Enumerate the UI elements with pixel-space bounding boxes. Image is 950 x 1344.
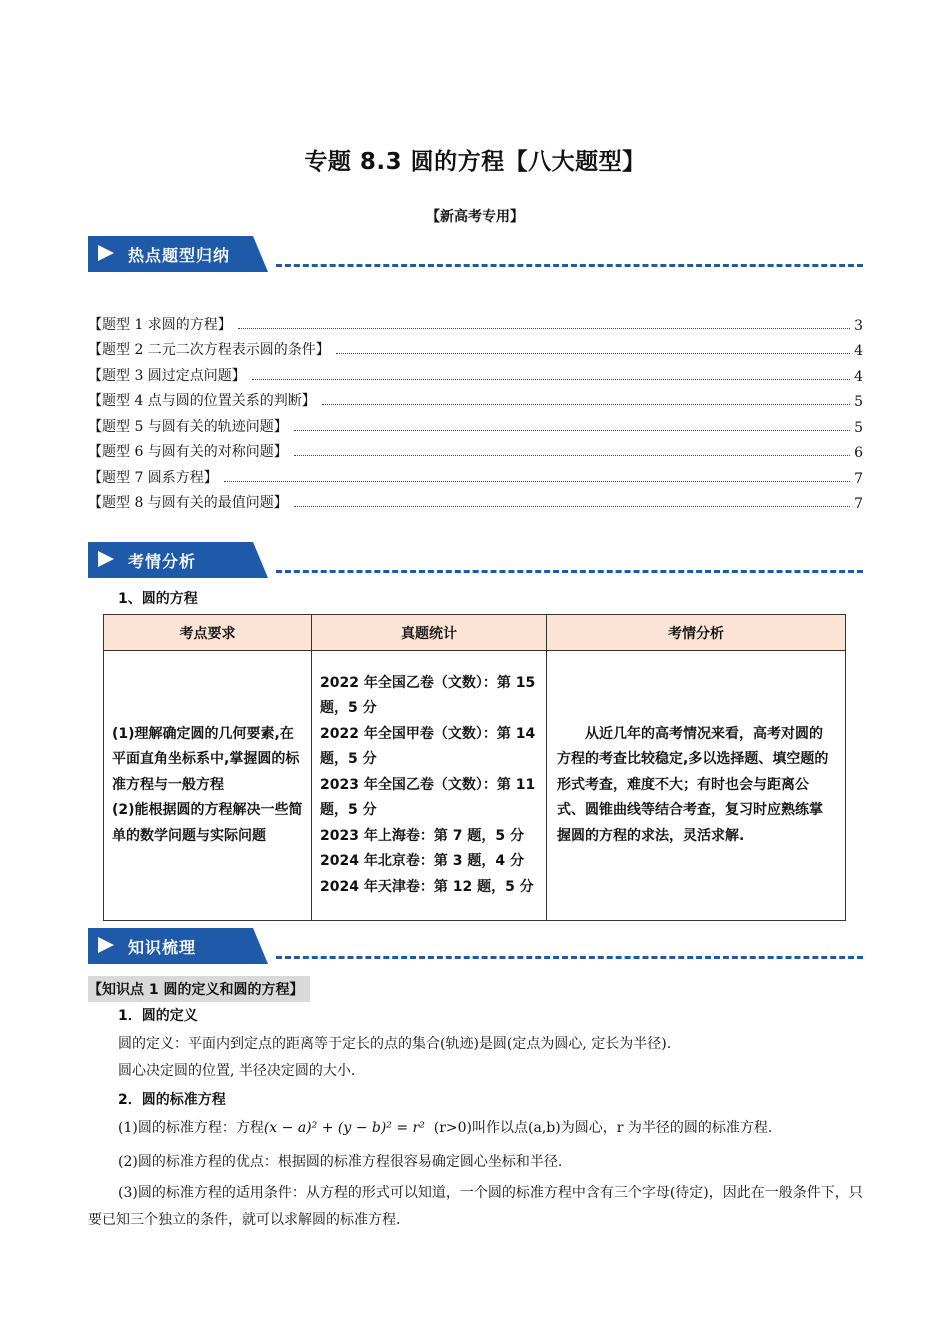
toc-item[interactable] [88, 308, 863, 334]
formula-suffix: 叫作以点(a,b)为圆心，r 为半径的圆的标准方程. [472, 1120, 773, 1136]
section-banner-knowledge [88, 928, 863, 966]
toc-leader [238, 328, 850, 329]
table-header-cell: 考点要求 [104, 615, 312, 651]
toc-item-label: 【题型 7 圆系方程】 [88, 469, 218, 486]
toc-item[interactable] [88, 385, 863, 411]
requirements-cell: (1)理解确定圆的几何要素,在平面直角坐标系中,掌握圆的标准方程与一般方程 (2)能根据圆的方程解决一些简单的数学问题与实际问题 [104, 651, 312, 921]
formula-condition: (r>0) [433, 1120, 473, 1136]
banner-dash-line [276, 570, 863, 573]
toc-item-label: 【题型 8 与圆有关的最值问题】 [88, 495, 288, 511]
toc-item[interactable] [88, 461, 863, 487]
banner-dash-line [276, 264, 863, 267]
stat-line: 2024 年天津卷：第 12 题，5 分 [320, 878, 534, 895]
heading-circle-definition: 1．圆的定义 [118, 1008, 198, 1024]
analysis-section-label: 1、圆的方程 [118, 591, 198, 607]
table-row [104, 651, 846, 921]
toc-item-label: 【题型 4 点与圆的位置关系的判断】 [88, 393, 316, 409]
stat-line: 2022 年全国甲卷（文数）：第 14 题，5 分 [320, 725, 536, 768]
toc-item-page: 5 [854, 419, 863, 436]
toc-item-page: 7 [854, 496, 863, 512]
paragraph: 圆心决定圆的位置, 半径决定圆的大小. [118, 1063, 356, 1079]
stat-line: 2023 年上海卷：第 7 题，5 分 [320, 827, 524, 844]
toc-item-page: 3 [854, 317, 863, 334]
toc-item[interactable] [88, 334, 863, 360]
formula: (x − a)² + (y − b)² = r² [263, 1120, 425, 1136]
toc-item[interactable] [88, 359, 863, 385]
page-title: 专题 8.3 圆的方程【八大题型】 [304, 149, 646, 175]
knowledge-point-title: 【知识点 1 圆的定义和圆的方程】 [88, 976, 310, 1002]
toc-leader [336, 353, 850, 354]
section-banner-hot-types [88, 236, 863, 274]
toc-leader [252, 379, 850, 380]
table-header-row [104, 615, 846, 651]
table-header-cell: 真题统计 [312, 615, 547, 651]
toc-item-page: 7 [854, 470, 863, 487]
toc-item-label: 【题型 6 与圆有关的对称问题】 [88, 444, 288, 460]
toc-list [88, 308, 863, 512]
paragraph: 圆的定义：平面内到定点的距离等于定长的点的集合(轨迹)是圆(定点为圆心, 定长为半径). [118, 1036, 672, 1052]
stat-line: 2024 年北京卷：第 3 题，4 分 [320, 853, 524, 870]
toc-leader [224, 481, 850, 482]
paragraph: (2)圆的标准方程的优点：根据圆的标准方程很容易确定圆心坐标和半径. [118, 1154, 563, 1170]
toc-item-page: 5 [854, 394, 863, 410]
play-arrow-icon [98, 937, 114, 953]
comment-cell: 从近几年的高考情况来看，高考对圆的方程的考查比较稳定,多以选择题、填空题的形式考查，难度不大；有时也会与距离公式、圆锥曲线等结合考查，复习时应熟练掌握圆的方程的求法，灵活求解. [547, 651, 846, 921]
toc-item-label: 【题型 5 与圆有关的轨迹问题】 [88, 418, 288, 435]
toc-leader [294, 506, 850, 507]
toc-item[interactable] [88, 487, 863, 513]
banner-label: 热点题型归纳 [128, 246, 231, 265]
paragraph: (3)圆的标准方程的适用条件：从方程的形式可以知道，一个圆的标准方程中含有三个字母(待定)，因此在一般条件下，只要已知三个独立的条件，就可以求解圆的标准方程. [88, 1185, 863, 1228]
toc-item-label: 【题型 3 圆过定点问题】 [88, 367, 246, 384]
stat-line: 2023 年全国乙卷（文数）：第 11 题，5 分 [320, 776, 536, 819]
toc-leader [322, 404, 850, 405]
banner-dash-line [276, 956, 863, 959]
banner-label: 考情分析 [128, 552, 197, 571]
banner-label: 知识梳理 [128, 938, 197, 957]
formula-prefix: (1)圆的标准方程：方程 [118, 1120, 264, 1136]
table-header-cell: 考情分析 [547, 615, 846, 651]
stats-cell [312, 651, 547, 921]
toc-item-page: 4 [854, 368, 863, 385]
toc-item[interactable] [88, 410, 863, 436]
toc-leader [294, 455, 850, 456]
heading-standard-equation: 2．圆的标准方程 [118, 1092, 226, 1108]
stat-line: 2022 年全国乙卷（文数）：第 15 题，5 分 [320, 674, 536, 717]
toc-item-page: 6 [854, 445, 863, 461]
toc-leader [294, 430, 850, 431]
toc-item[interactable] [88, 436, 863, 462]
page-subtitle: 【新高考专用】 [426, 209, 524, 225]
toc-item-label: 【题型 1 求圆的方程】 [88, 316, 232, 333]
section-banner-analysis [88, 542, 863, 580]
paragraph-formula [118, 1118, 772, 1138]
analysis-table [103, 614, 846, 921]
toc-item-label: 【题型 2 二元二次方程表示圆的条件】 [88, 342, 330, 358]
play-arrow-icon [98, 245, 114, 261]
play-arrow-icon [98, 551, 114, 567]
toc-item-page: 4 [854, 343, 863, 359]
